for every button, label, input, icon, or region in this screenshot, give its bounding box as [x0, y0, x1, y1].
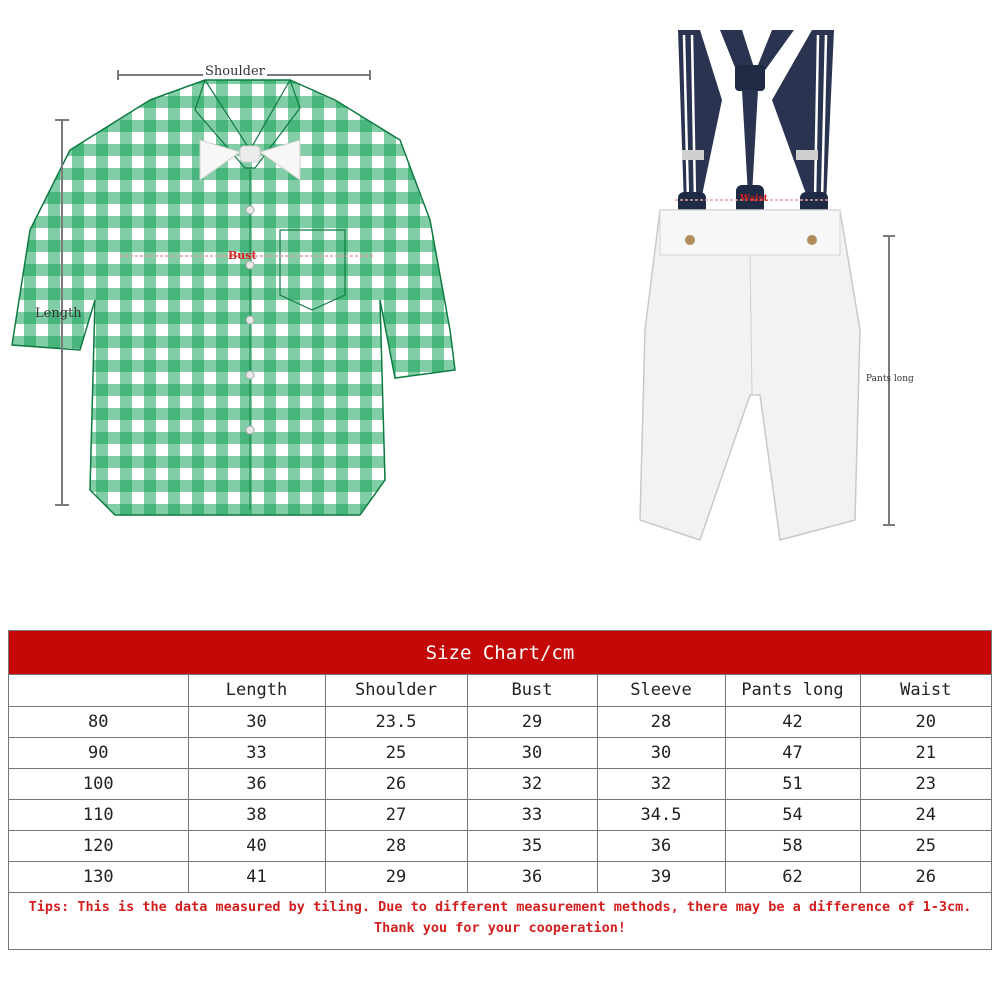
measurement-cell: 29 [325, 861, 467, 892]
table-header-row [9, 675, 991, 706]
size-cell: 120 [9, 830, 188, 861]
measurement-cell: 26 [860, 861, 991, 892]
pants-long-label: Pants long [866, 374, 914, 384]
header-cell: Shoulder [325, 675, 467, 706]
table-row [9, 830, 991, 861]
tips-text: Tips: This is the data measured by tiling. Due to different measurement methods, there may be a difference of 1-3cm. Thank you for your cooperation! [28, 898, 972, 936]
measurement-cell: 25 [860, 830, 991, 861]
bust-label: Bust [228, 249, 257, 262]
measurement-cell: 30 [188, 706, 325, 737]
measurement-cell: 58 [725, 830, 860, 861]
size-chart-title: Size Chart/cm [9, 631, 991, 675]
size-cell: 110 [9, 799, 188, 830]
measurement-cell: 40 [188, 830, 325, 861]
measurement-cell: 26 [325, 768, 467, 799]
measurement-cell: 27 [325, 799, 467, 830]
measurement-cell: 30 [467, 737, 597, 768]
measurement-cell: 24 [860, 799, 991, 830]
header-cell: Waist [860, 675, 991, 706]
measurement-cell: 23.5 [325, 706, 467, 737]
measurement-cell: 34.5 [597, 799, 725, 830]
header-cell: Sleeve [597, 675, 725, 706]
measurement-cell: 36 [597, 830, 725, 861]
measurement-cell: 41 [188, 861, 325, 892]
measurement-cell: 33 [467, 799, 597, 830]
measurement-cell: 20 [860, 706, 991, 737]
pants-graphic [640, 210, 860, 540]
measurement-cell: 33 [188, 737, 325, 768]
shirt-graphic [0, 60, 470, 530]
shoulder-label: Shoulder [205, 64, 265, 79]
measurement-cell: 29 [467, 706, 597, 737]
measurement-cell: 32 [597, 768, 725, 799]
header-cell: Bust [467, 675, 597, 706]
measurement-cell: 35 [467, 830, 597, 861]
measurement-cell: 51 [725, 768, 860, 799]
size-cell: 90 [9, 737, 188, 768]
size-cell: 80 [9, 706, 188, 737]
measurement-cell: 36 [188, 768, 325, 799]
measurement-cell: 62 [725, 861, 860, 892]
measurement-cell: 30 [597, 737, 725, 768]
measurement-cell: 39 [597, 861, 725, 892]
table-row [9, 768, 991, 799]
waist-label: Waist [740, 194, 768, 204]
measurement-cell: 47 [725, 737, 860, 768]
measurement-cell: 42 [725, 706, 860, 737]
header-cell [9, 675, 188, 706]
table-row [9, 861, 991, 892]
measurement-cell: 54 [725, 799, 860, 830]
measurement-cell: 21 [860, 737, 991, 768]
table-row [9, 706, 991, 737]
size-cell: 100 [9, 768, 188, 799]
table-row [9, 799, 991, 830]
size-table [9, 675, 991, 893]
size-chart [8, 630, 992, 950]
measurement-cell: 38 [188, 799, 325, 830]
table-row [9, 737, 991, 768]
size-cell: 130 [9, 861, 188, 892]
measurement-cell: 23 [860, 768, 991, 799]
measurement-cell: 32 [467, 768, 597, 799]
measurement-cell: 28 [325, 830, 467, 861]
measurement-cell: 28 [597, 706, 725, 737]
measurement-cell: 25 [325, 737, 467, 768]
header-cell: Pants long [725, 675, 860, 706]
measurement-cell: 36 [467, 861, 597, 892]
length-label: Length [35, 306, 82, 321]
header-cell: Length [188, 675, 325, 706]
